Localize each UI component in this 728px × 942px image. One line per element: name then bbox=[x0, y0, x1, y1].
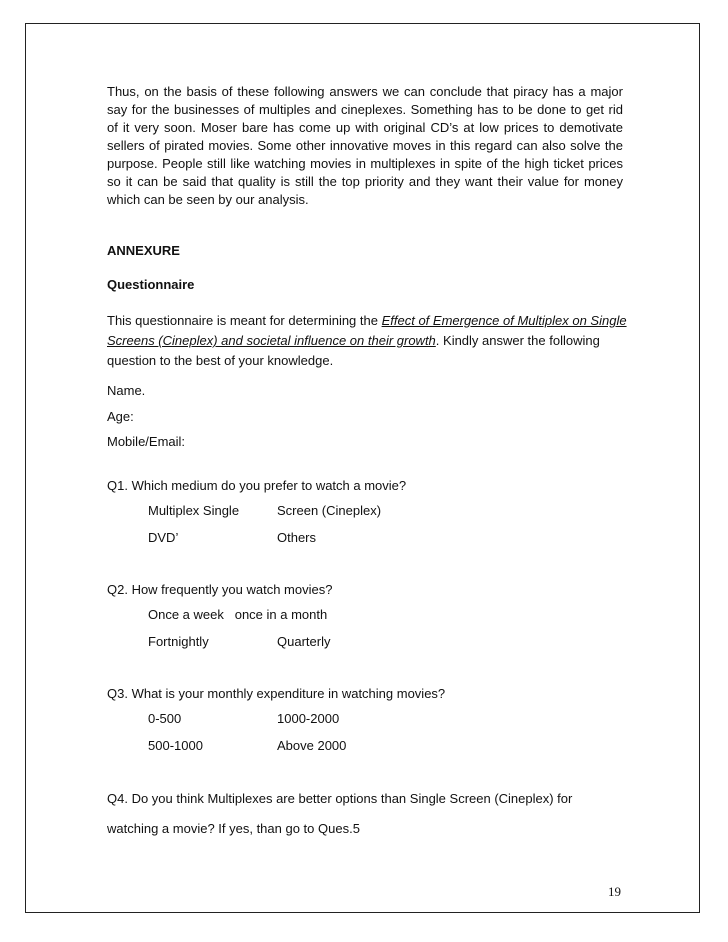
q2-option: Quarterly bbox=[277, 634, 331, 649]
questionnaire-intro bbox=[107, 311, 627, 371]
q1-option: Screen (Cineplex) bbox=[277, 503, 382, 518]
conclusion-line: Thus, on the basis of these following answers we can conclude that piracy has a major bbox=[107, 84, 623, 99]
question-4-continuation: watching a movie? If yes, than go to Ques.5 bbox=[107, 821, 360, 836]
questionnaire-heading: Questionnaire bbox=[107, 277, 195, 292]
age-field-label: Age: bbox=[107, 409, 134, 424]
conclusion-paragraph bbox=[107, 83, 623, 209]
page-number: 19 bbox=[608, 884, 621, 899]
q1-option: DVD’ bbox=[148, 530, 179, 545]
contact-field-label: Mobile/Email: bbox=[107, 434, 186, 449]
q2-option: Fortnightly bbox=[148, 634, 209, 649]
study-title: Effect of Emergence of Multiplex on Single Screens (Cineplex) and societal influence on their growth bbox=[107, 313, 627, 348]
question-4: Q4. Do you think Multiplexes are better options than Single Screen (Cineplex) for bbox=[107, 791, 573, 806]
intro-prefix: This questionnaire is meant for determining the bbox=[107, 313, 382, 328]
q1-option: Others bbox=[277, 530, 317, 545]
conclusion-line: purpose. People still like watching movies in multiplexes in spite of the high ticket prices bbox=[107, 156, 623, 171]
q3-option: Above 2000 bbox=[277, 738, 347, 753]
conclusion-line: sellers of pirated movies. Some other innovative moves in this regard can also solve the bbox=[107, 138, 623, 153]
intro-suffix: . Kindly answer the following question to the best of your knowledge. bbox=[107, 333, 600, 368]
question-1: Q1. Which medium do you prefer to watch a movie? bbox=[107, 478, 407, 493]
conclusion-line: so it can be said that quality is still the top priority and they want their value for money bbox=[107, 174, 623, 189]
name-field-label: Name. bbox=[107, 383, 146, 398]
conclusion-line: say for the businesses of multiples and cineplexes. Something has to be done to get rid bbox=[107, 102, 623, 117]
q3-option: 1000-2000 bbox=[277, 711, 340, 726]
question-2: Q2. How frequently you watch movies? bbox=[107, 582, 333, 597]
question-3: Q3. What is your monthly expenditure in watching movies? bbox=[107, 686, 446, 701]
q3-option: 0-500 bbox=[148, 711, 182, 726]
q2-option: Once a week once in a month bbox=[148, 607, 328, 622]
annexure-heading: ANNEXURE bbox=[107, 243, 180, 258]
conclusion-line: which can be seen by our analysis. bbox=[107, 192, 309, 207]
q1-option: Multiplex Single bbox=[148, 503, 240, 518]
q3-option: 500-1000 bbox=[148, 738, 203, 753]
conclusion-line: of it very soon. Moser bare has come up with original CD’s at low prices to demotivate bbox=[107, 120, 623, 135]
